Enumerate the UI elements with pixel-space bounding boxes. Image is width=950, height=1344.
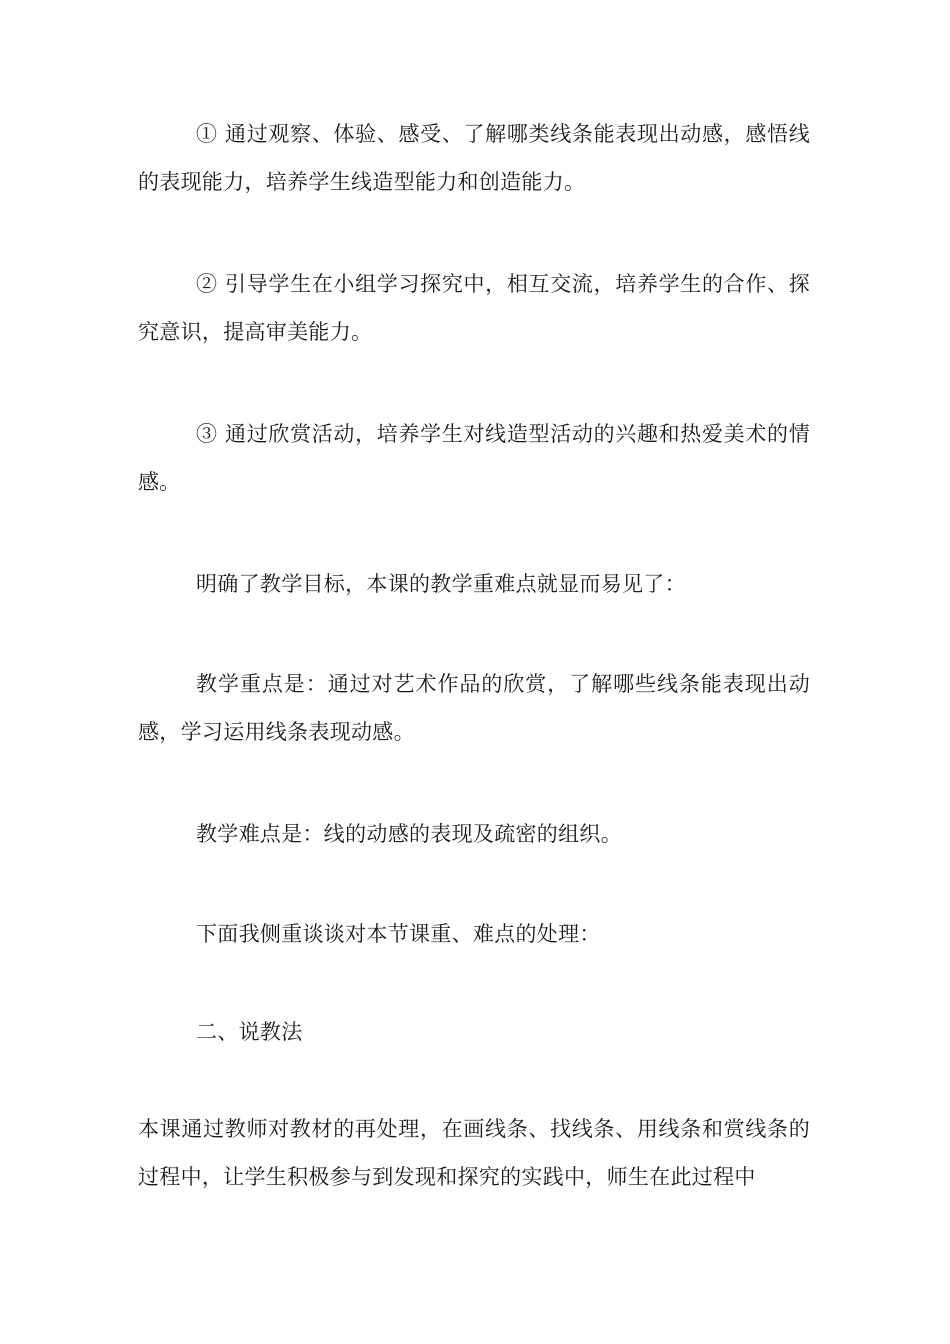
- teaching-method-paragraph: 本课通过教师对教材的再处理，在画线条、找线条、用线条和赏线条的过程中，让学生积极参与到发现和探究的实践中，师生在此过程中: [138, 1117, 810, 1189]
- objective-1-paragraph: ① 通过观察、体验、感受、了解哪类线条能表现出动感，感悟线的表现能力，培养学生线造型能力和创造能力。: [138, 122, 810, 194]
- objective-2-paragraph: ② 引导学生在小组学习探究中，相互交流，培养学生的合作、探究意识，提高审美能力。: [138, 272, 810, 344]
- teaching-difficulty-paragraph: 教学难点是：线的动感的表现及疏密的组织。: [196, 822, 622, 846]
- objective-3-paragraph: ③ 通过欣赏活动，培养学生对线造型活动的兴趣和热爱美术的情感。: [138, 422, 810, 494]
- teaching-focus-paragraph: 教学重点是：通过对艺术作品的欣赏，了解哪些线条能表现出动感，学习运用线条表现动感。: [138, 672, 810, 744]
- section-heading-teaching-method: 二、说教法: [196, 1020, 303, 1044]
- handling-intro-paragraph: 下面我侧重谈谈对本节课重、难点的处理：: [196, 922, 601, 946]
- goal-summary-paragraph: 明确了教学目标，本课的教学重难点就显而易见了：: [196, 572, 686, 596]
